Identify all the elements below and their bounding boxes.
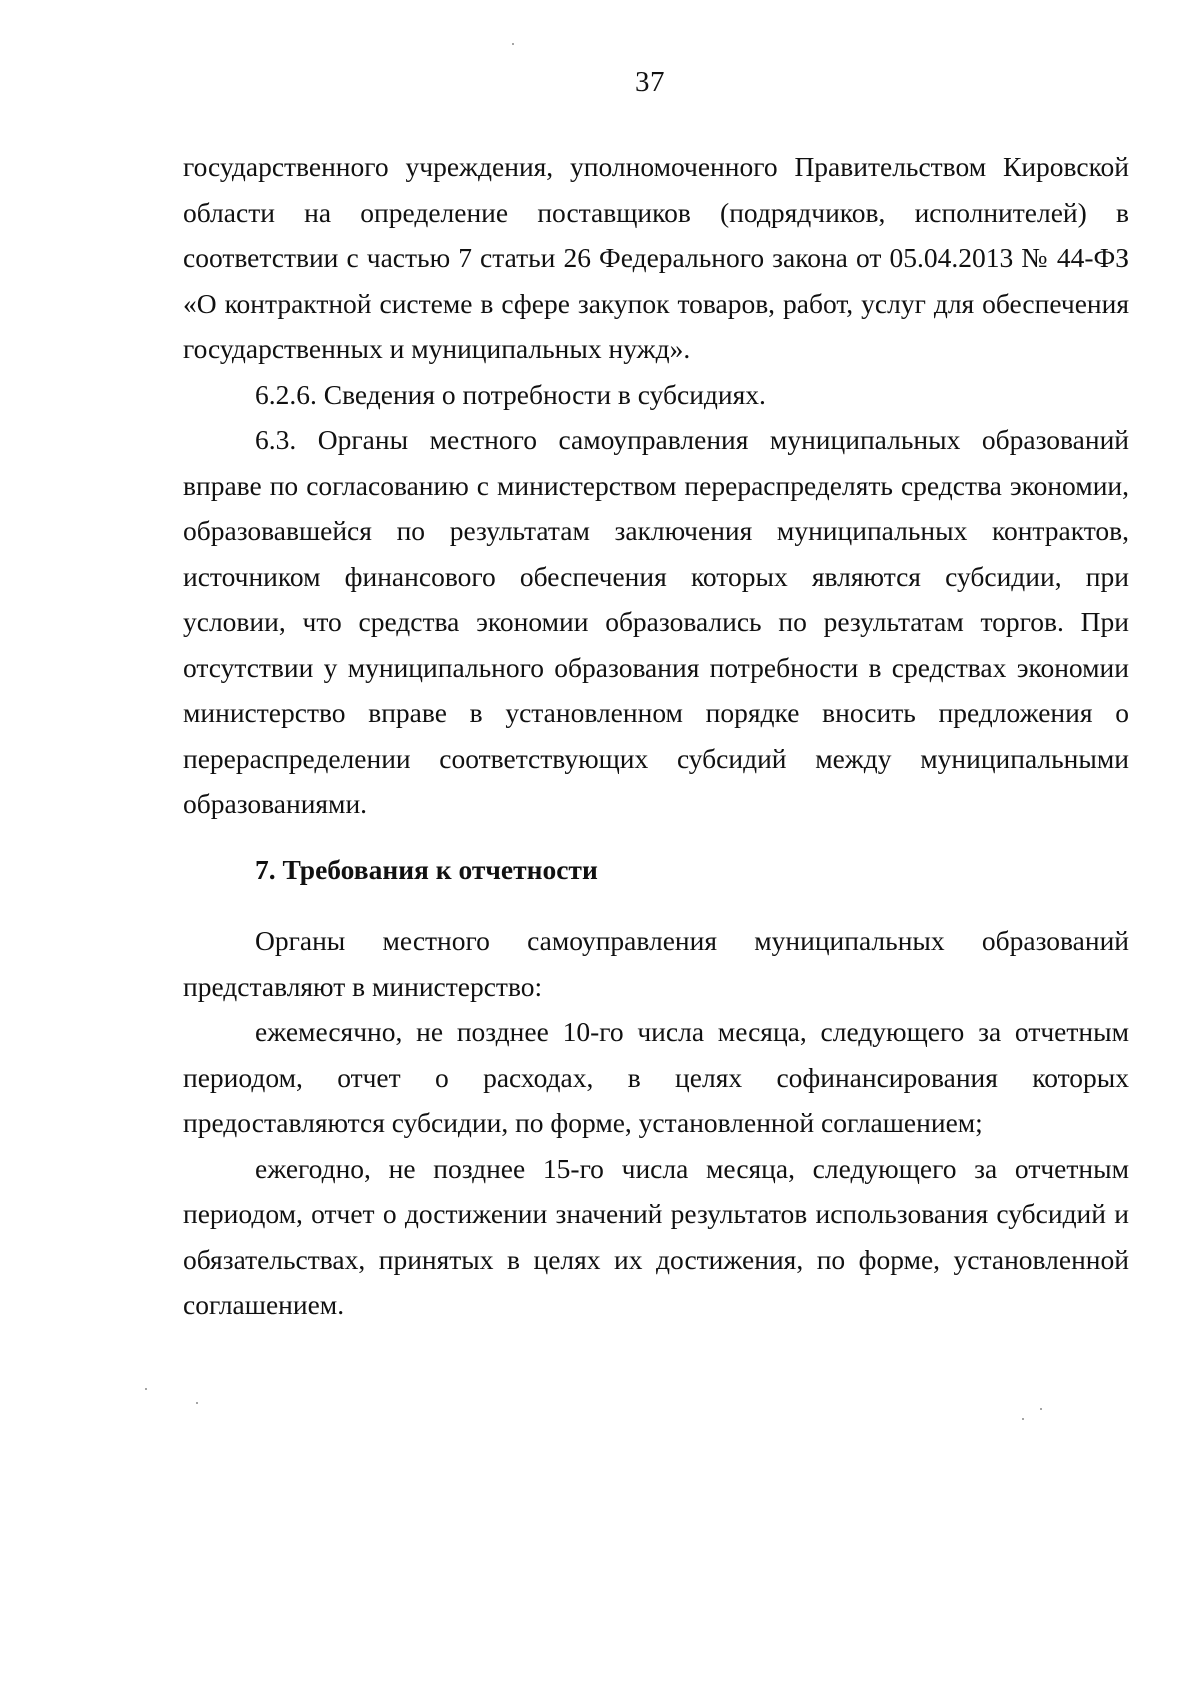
paragraph-continuation: государственного учреждения, уполномоченного Правительством Кировской области на определение поставщиков (подрядчиков, исполнителей) в соответствии с частью 7 статьи 26 Федерального закона от 05.04.2013 № 44-ФЗ «О контрактной системе в сфере закупок товаров, работ, услуг для обеспечения государственных и муниципальных нужд». [183, 151, 1129, 364]
document-body [183, 144, 1129, 1328]
scan-speck [1022, 1418, 1024, 1420]
page-number: 37 [635, 66, 665, 98]
paragraph-monthly-report: ежемесячно, не позднее 10-го числа месяца, следующего за отчетным периодом, отчет о расходах, в целях софинансирования которых предоставляются субсидии, по форме, установленной соглашением; [183, 1016, 1129, 1138]
paragraph-annual-report: ежегодно, не позднее 15-го числа месяца, следующего за отчетным периодом, отчет о достижении значений результатов использования субсидий и обязательствах, принятых в целях их достижения, по форме, установленной соглашением. [183, 1152, 1129, 1320]
scan-speck [145, 1388, 147, 1390]
paragraph-reporting-intro: Органы местного самоуправления муниципальных образований представляют в министерство: [183, 925, 1129, 1002]
section-heading: 7. Требования к отчетности [255, 853, 598, 885]
scan-speck [512, 43, 514, 45]
paragraph-6-3: 6.3. Органы местного самоуправления муниципальных образований вправе по согласованию с министерством перераспределять средства экономии, образовавшейся по результатам заключения муниципальных контрактов, источником финансового обеспечения которых являются субсидии, при условии, что средства экономии образовались по результатам торгов. При отсутствии у муниципального образования потребности в средствах экономии министерство вправе в установленном порядке вносить предложения о перераспределении соответствующих субсидий между муниципальными образованиями. [183, 424, 1129, 819]
scan-speck [1040, 1408, 1042, 1410]
paragraph-6-2-6: 6.2.6. Сведения о потребности в субсидиях. [255, 378, 766, 410]
scan-speck [196, 1402, 198, 1404]
